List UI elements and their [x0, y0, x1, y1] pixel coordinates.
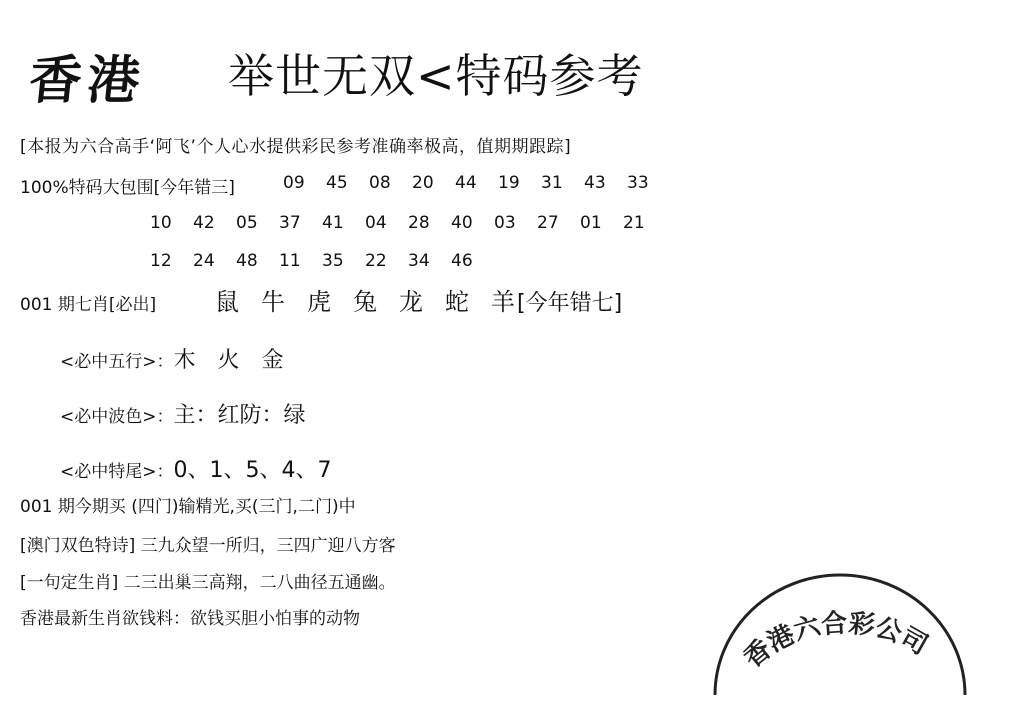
riddle-line: 香港最新生肖欲钱料：欲钱买胆小怕事的动物	[20, 609, 360, 629]
special-number: 41	[322, 213, 344, 233]
special-number: 44	[455, 173, 477, 193]
special-number: 20	[412, 173, 434, 193]
colors-line	[60, 398, 306, 429]
idiom-line: [一句定生肖] 二三出巢三高翔，二八曲径五通幽。	[20, 573, 396, 593]
numbers-label: 100%特码大包围[今年错三]	[20, 178, 235, 198]
brand-title: 香港	[26, 50, 149, 111]
special-number: 09	[283, 173, 305, 193]
special-number: 10	[150, 213, 172, 233]
poem-line: [澳门双色特诗] 三九众望一所归，三四广迎八方客	[20, 536, 396, 556]
zodiac-animal: 羊	[491, 288, 515, 316]
zodiac-animal: 虎	[307, 288, 331, 316]
company-stamp	[705, 545, 975, 695]
special-number: 28	[408, 213, 430, 233]
special-number: 37	[279, 213, 301, 233]
special-number: 05	[236, 213, 258, 233]
special-number: 34	[408, 251, 430, 271]
zodiac-note: [今年错七]	[517, 291, 623, 316]
zodiac-animals	[215, 282, 644, 317]
special-number: 04	[365, 213, 387, 233]
special-number: 12	[150, 251, 172, 271]
special-number: 11	[279, 251, 301, 271]
special-number: 48	[236, 251, 258, 271]
special-number: 03	[494, 213, 516, 233]
zodiac-animal: 牛	[261, 288, 285, 316]
special-number: 33	[627, 173, 649, 193]
special-number: 21	[623, 213, 645, 233]
special-number: 19	[498, 173, 520, 193]
special-number: 24	[193, 251, 215, 271]
elements-prefix: <必中五行>：	[60, 352, 174, 372]
intro-text: [本报为六合高手‘阿飞’个人心水提供彩民参考准确率极高，值期期跟踪]	[20, 137, 572, 157]
period-buy-line: 001 期今期买 (四门)输精光,买(三门,二门)中	[20, 497, 356, 517]
special-number: 31	[541, 173, 563, 193]
elements-value: 木 火 金	[173, 348, 284, 373]
special-number: 40	[451, 213, 473, 233]
stamp-seal-icon	[705, 545, 975, 695]
colors-prefix: <必中波色>：	[60, 407, 174, 427]
special-number: 45	[326, 173, 348, 193]
zodiac-animal: 鼠	[215, 288, 239, 316]
zodiac-animal: 蛇	[445, 288, 469, 316]
special-number: 35	[322, 251, 344, 271]
page-title: 举世无双<特码参考	[228, 49, 644, 103]
tails-value: 0、1、5、4、7	[173, 458, 332, 483]
special-number: 43	[584, 173, 606, 193]
special-number: 22	[365, 251, 387, 271]
zodiac-animal: 兔	[353, 288, 377, 316]
colors-value: 主：红防：绿	[173, 403, 306, 428]
special-number: 42	[193, 213, 215, 233]
special-number: 01	[580, 213, 602, 233]
svg-text:香港六合彩公司: 香港六合彩公司	[738, 608, 933, 674]
special-number: 08	[369, 173, 391, 193]
tails-prefix: <必中特尾>：	[60, 462, 174, 482]
elements-line	[60, 343, 284, 374]
zodiac-label: 001 期七肖[必出]	[20, 295, 157, 315]
special-number: 46	[451, 251, 473, 271]
zodiac-animal: 龙	[399, 288, 423, 316]
special-number: 27	[537, 213, 559, 233]
tails-line	[60, 453, 332, 484]
